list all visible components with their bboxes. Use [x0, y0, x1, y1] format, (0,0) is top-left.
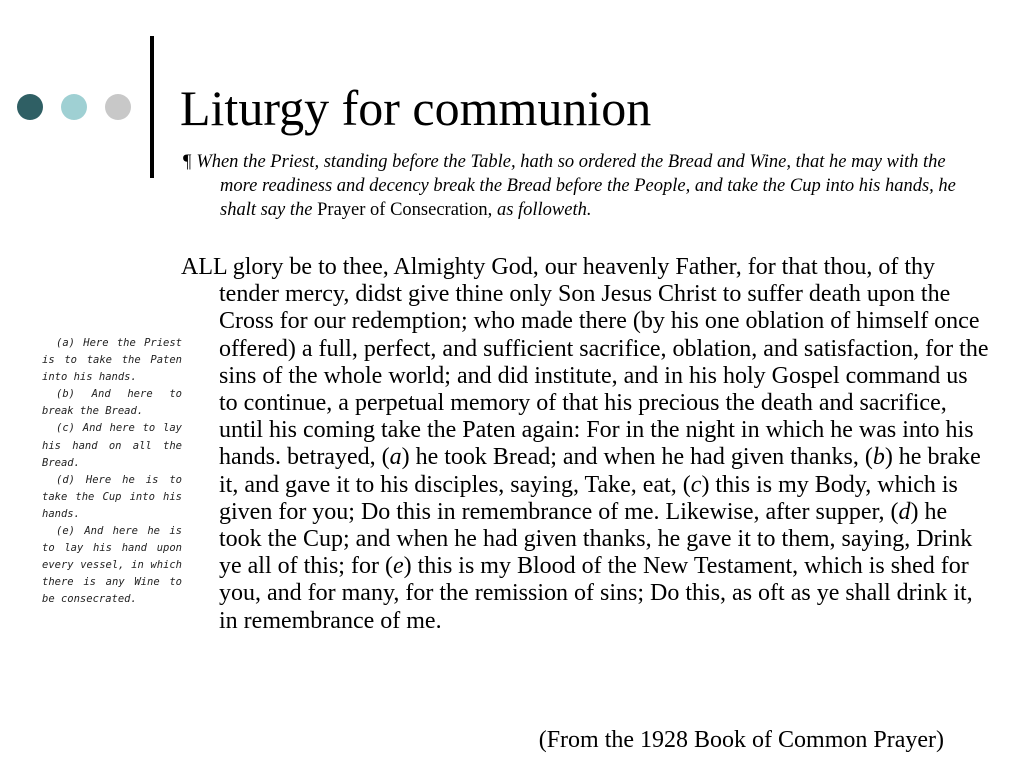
marker-a: a: [389, 444, 402, 471]
dark-teal-dot-icon: [17, 94, 43, 120]
marker-e: e: [392, 553, 404, 580]
prayer-of-consecration: [181, 254, 989, 635]
margin-note-b: (b) And here to break the Bread.: [42, 388, 182, 418]
prayer-segment: ) he brake it, and gave it to his disciples, saying, Take, eat, (: [219, 444, 981, 498]
prayer-segment: ) he took the Cup; and when he had given thanks, he gave it to them, saying, Drink ye all of this; for (: [219, 498, 973, 580]
rubric-prayer-name: Prayer of Consecration,: [317, 200, 493, 220]
slide-title: Liturgy for communion: [180, 80, 652, 136]
pilcrow: ¶: [182, 152, 192, 172]
marker-b: b: [872, 444, 885, 471]
title-divider-line: [150, 36, 154, 178]
margin-note-d: (d) Here he is to take the Cup into his hands.: [42, 473, 182, 520]
rubric-instruction: [182, 150, 980, 222]
prayer-segment: ) he took Bread; and when he had given thanks, (: [401, 444, 873, 471]
source-citation: (From the 1928 Book of Common Prayer): [538, 727, 944, 753]
prayer-segment: ALL glory be to thee, Almighty God, our heavenly Father, for that thou, of thy tender mercy, didst give thine only Son Jesus Christ to suffer death upon the Cross for our redemption; who made there (by his one oblation of himself once offered) a full, perfect, and sufficient sacrifice, oblation, and satisfaction, for the sins of the whole world; and did institute, and in his holy Gospel command us to continue, a perpetual memory of that his precious the death and sacrifice, until his coming take the Paten again: For in the night in which he was into his hands. betrayed, (: [181, 254, 989, 471]
prayer-segment: ) this is my Body, which is given for you; Do this in remembrance of me. Likewise, after supper, (: [219, 471, 958, 525]
light-teal-dot-icon: [61, 94, 87, 120]
margin-note-c: (c) And here to lay his hand on all the Bread.: [42, 422, 182, 469]
rubric-text-end: as followeth.: [496, 200, 592, 220]
gray-dot-icon: [105, 94, 131, 120]
margin-note-a: (a) Here the Priest is to take the Paten into his hands.: [42, 337, 182, 384]
margin-notes: [42, 335, 182, 609]
margin-note-e: (e) And here he is to lay his hand upon every vessel, in which there is any Wine to be consecrated.: [42, 525, 182, 606]
prayer-segment: ) this is my Blood of the New Testament, which is shed for you, and for many, for the remission of sins; Do this, as oft as ye shall drink it, in remembrance of me.: [219, 553, 973, 634]
marker-c: c: [690, 471, 702, 498]
rubric-text: When the Priest, standing before the Table, hath so ordered the Bread and Wine, that he may with the more readiness and decency break the Bread before the People, and take the Cup into his hands, he shalt say the: [196, 152, 956, 220]
marker-d: d: [898, 498, 911, 525]
